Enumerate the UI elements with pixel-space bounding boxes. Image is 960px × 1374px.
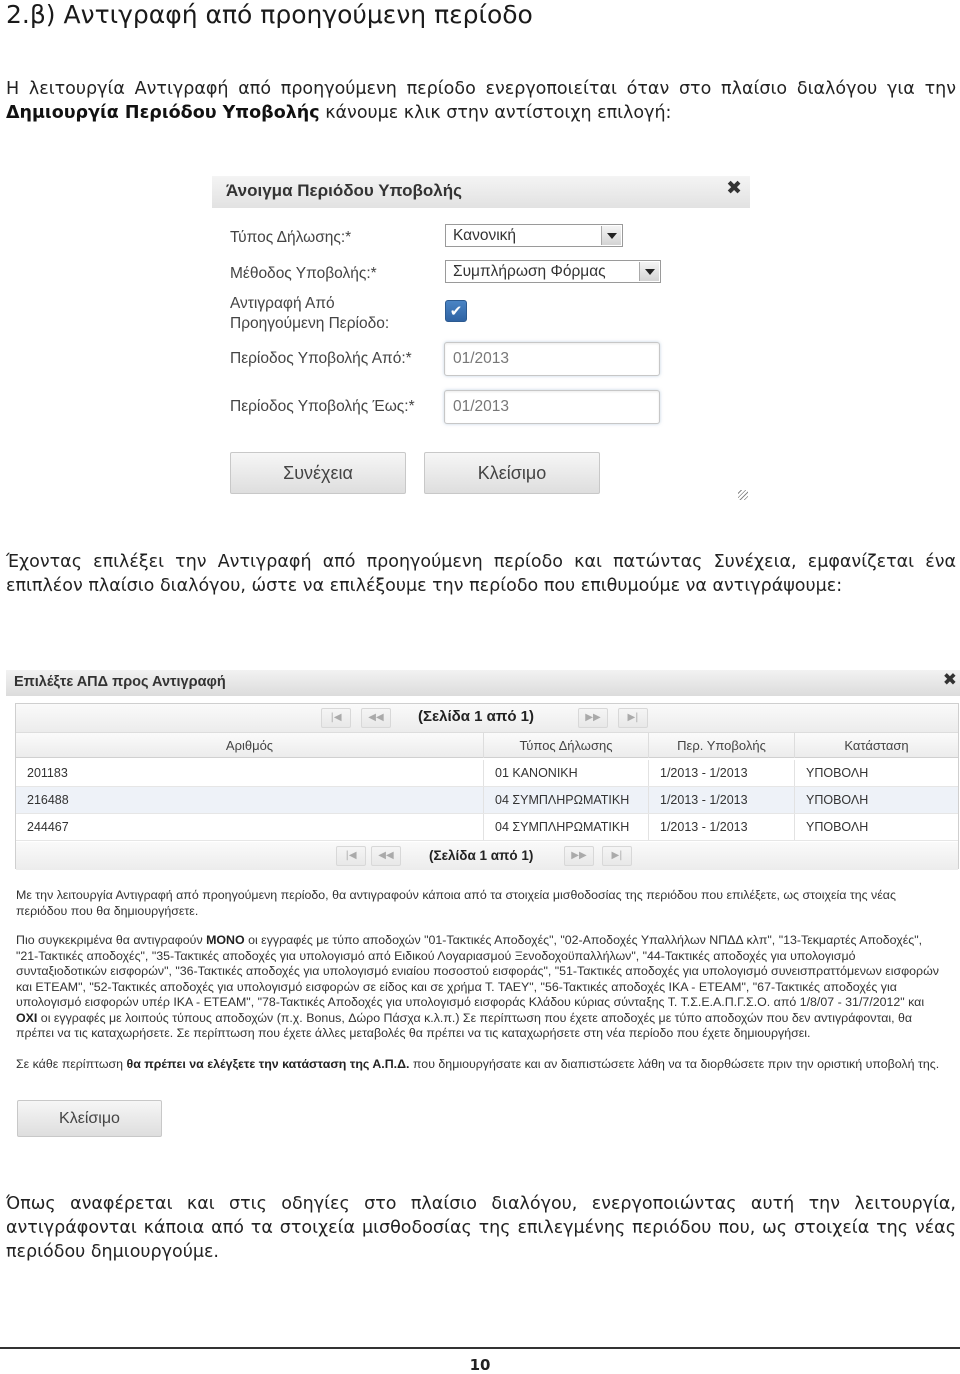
copy-previous-label (230, 294, 389, 334)
copy-label-line1: Αντιγραφή Από (230, 295, 335, 312)
submission-method-select[interactable] (445, 260, 661, 283)
info2-a: Πιο συγκεκριμένα θα αντιγραφούν (16, 933, 207, 947)
copy-previous-checkbox[interactable] (445, 300, 467, 322)
middle-paragraph: Έχοντας επιλέξει την Αντιγραφή από προηγούμενη περίοδο και πατώντας Συνέχεια, εμφανίζεται ένα επιπλέον πλαίσιο διαλόγου, ώστε να επιλέξουμε την περίοδο που επιθυμούμε να αντιγράψουμε: (6, 552, 956, 596)
info2-b: ΜΟΝΟ (206, 933, 245, 947)
period-from-label: Περίοδος Υποβολής Από:* (230, 350, 412, 367)
chevron-down-icon[interactable] (639, 262, 659, 281)
apd-grid (15, 703, 959, 869)
info2-c: οι εγγραφές με τύπο αποδοχών "01-Τακτικές Αποδοχές", "02-Αποδοχές Υπαλλήλων ΝΠΔΔ κλπ", "13-Τεκμαρτές Αποδοχές", "21-Τακτικές αποδοχές", "35-Τακτικές αποδοχές για υπολογισμό από Ειδικού Λογαριασμού Ξενοδοχοϋπαλλήλων", "44-Τακτικές αποδοχές για υπολογισμό συνταξιοδοτικών εισφορών", "36-Τακτικές αποδοχές για υπολογισμό ενιαίου ποσοστού εισφοράς", "51-Τακτικές αποδοχές για υπολογισμό συνεισπραττόμενων εισφορών και ΕΤΕΑΜ", "52-Τακτικές αποδοχές για υπολογισμό εισφορών σε είδος και σε χρήμα Τ. ΤΑΕΥ", "56-Τακτικές αποδοχές ΙΚΑ - ΕΤΕΑΜ", "67-Τακτικές αποδοχές για υπολογισμό εισφορών υπέρ ΙΚΑ - ΕΤΕΑΜ", "78-Τακτικές Αποδοχές για υπολογισμό εισφοράς Κλάδου κύριας σύνταξης Τ. Τ.Σ.Ε.Α.Π.Γ.Σ.Ο. από 1/8/07 - 31/7/2012" και (16, 933, 939, 1009)
declaration-type-label: Τύπος Δήλωσης:* (230, 229, 352, 246)
submission-method-label: Μέθοδος Υποβολής:* (230, 265, 377, 282)
open-period-dialog (212, 176, 750, 504)
pager-text: (Σελίδα 1 από 1) (418, 708, 534, 725)
info3-a: Σε κάθε περίπτωση (16, 1057, 127, 1071)
next-page-icon[interactable]: ▶▶ (564, 846, 594, 866)
footer-divider (0, 1347, 960, 1349)
intro-paragraph (6, 77, 956, 125)
intro-text-2: κάνουμε κλικ στην αντίστοιχη επιλογή: (319, 103, 672, 123)
pager-text: (Σελίδα 1 από 1) (429, 848, 534, 863)
bottom-pager (16, 842, 958, 870)
top-pager (16, 704, 958, 732)
period-to-input[interactable]: 01/2013 (444, 390, 660, 424)
info-text-3 (16, 1057, 946, 1073)
cell-period: 1/2013 - 1/2013 (649, 814, 795, 840)
dialog-title: Επιλέξτε ΑΠΔ προς Αντιγραφή (6, 670, 960, 696)
cell-period: 1/2013 - 1/2013 (649, 787, 795, 813)
period-from-input[interactable]: 01/2013 (444, 342, 660, 376)
close-icon[interactable]: ✖ (726, 177, 742, 199)
cell-number: 201183 (16, 760, 484, 786)
dialog-title: Άνοιγμα Περιόδου Υποβολής (212, 176, 750, 208)
submission-method-value: Συμπλήρωση Φόρμας (453, 263, 606, 280)
table-row[interactable] (16, 814, 958, 841)
info-text-2 (16, 933, 946, 1042)
declaration-type-select[interactable] (445, 224, 623, 247)
period-to-label: Περίοδος Υποβολής Έως:* (230, 398, 415, 415)
cell-period: 1/2013 - 1/2013 (649, 760, 795, 786)
declaration-type-value: Κανονική (453, 227, 517, 244)
cell-status: ΥΠΟΒΟΛΗ (806, 820, 869, 834)
intro-bold: Δημιουργία Περιόδου Υποβολής (6, 103, 320, 123)
table-row[interactable] (16, 760, 958, 787)
continue-button[interactable]: Συνέχεια (230, 452, 406, 494)
copy-label-line2: Προηγούμενη Περίοδο: (230, 315, 390, 332)
cell-type: 04 ΣΥΜΠΛΗΡΩΜΑΤΙΚΗ (484, 787, 649, 813)
page-number: 10 (469, 1356, 491, 1374)
closing-paragraph: Όπως αναφέρεται και στις οδηγίες στο πλαίσιο διαλόγου, ενεργοποιώντας αυτή την λειτουργία, αντιγράφονται κάποια από τα στοιχεία μισθοδοσίας της επιλεγμένης περιόδου που, ως στοιχεία της νέας περιόδου δημιουργούμε. (6, 1194, 956, 1262)
cell-number: 244467 (16, 814, 484, 840)
info3-c: που δημιουργήσατε και αν διαπιστώσετε λάθη να τα διορθώσετε πριν την οριστική υποβολή της. (409, 1057, 940, 1071)
close-button[interactable]: Κλείσιμο (424, 452, 600, 494)
next-page-icon[interactable]: ▶▶ (578, 708, 608, 728)
resize-grip-icon[interactable] (738, 490, 748, 500)
column-header-type[interactable]: Τύπος Δήλωσης (484, 733, 649, 758)
grid-header (16, 732, 958, 758)
info3-b: θα πρέπει να ελέγξετε την κατάσταση της Α.Π.Δ. (126, 1057, 410, 1071)
cell-type: 04 ΣΥΜΠΛΗΡΩΜΑΤΙΚΗ (484, 814, 649, 840)
close-icon[interactable]: ✖ (942, 670, 957, 690)
last-page-icon[interactable]: ▶| (602, 846, 632, 866)
column-header-period[interactable]: Περ. Υποβολής (649, 733, 795, 758)
cell-number: 216488 (16, 787, 484, 813)
cell-status: ΥΠΟΒΟΛΗ (806, 793, 869, 807)
info-text-1: Με την λειτουργία Αντιγραφή από προηγούμενη περίοδο, θα αντιγραφούν κάποια από τα στοιχεία μισθοδοσίας της περιόδου που επιλέξετε, ως στοιχεία της νέας περιόδου που θα δημιουργήσετε. (16, 888, 896, 918)
prev-page-icon[interactable]: ◀◀ (371, 846, 401, 866)
info2-e: οι εγγραφές με λοιπούς τύπους αποδοχών (π.χ. Bonus, Δώρο Πάσχα κ.λ.π.) Σε περίπτωση που έχετε αποδοχές με τύπο αποδοχών που δεν αντιγράφονται, θα πρέπει να τις καταχωρήσετε. Σε περίπτωση που έχετε άλλες μεταβολές θα πρέπει να τις καταχωρήσετε στη νέα περίοδο που έχετε δημιουργήσει. (16, 1010, 913, 1040)
first-page-icon[interactable]: |◀ (336, 846, 366, 866)
section-heading: 2.β) Αντιγραφή από προηγούμενη περίοδο (6, 0, 533, 29)
chevron-down-icon[interactable] (601, 226, 621, 245)
table-row[interactable] (16, 787, 958, 814)
column-header-number[interactable]: Αριθμός (16, 733, 484, 758)
select-apd-dialog (6, 670, 960, 1140)
prev-page-icon[interactable]: ◀◀ (361, 708, 391, 728)
info2-d: ΟΧΙ (16, 1010, 38, 1025)
column-header-status[interactable]: Κατάσταση (844, 738, 909, 753)
cell-status: ΥΠΟΒΟΛΗ (806, 766, 869, 780)
cell-type: 01 ΚΑΝΟΝΙΚΗ (484, 760, 649, 786)
close-button[interactable]: Κλείσιμο (17, 1100, 162, 1137)
check-icon: ✔ (449, 302, 463, 320)
intro-text-1: Η λειτουργία Αντιγραφή από προηγούμενη περίοδο ενεργοποιείται όταν στο πλαίσιο διαλόγου για την (6, 79, 956, 99)
first-page-icon[interactable]: |◀ (321, 708, 351, 728)
last-page-icon[interactable]: ▶| (618, 708, 648, 728)
